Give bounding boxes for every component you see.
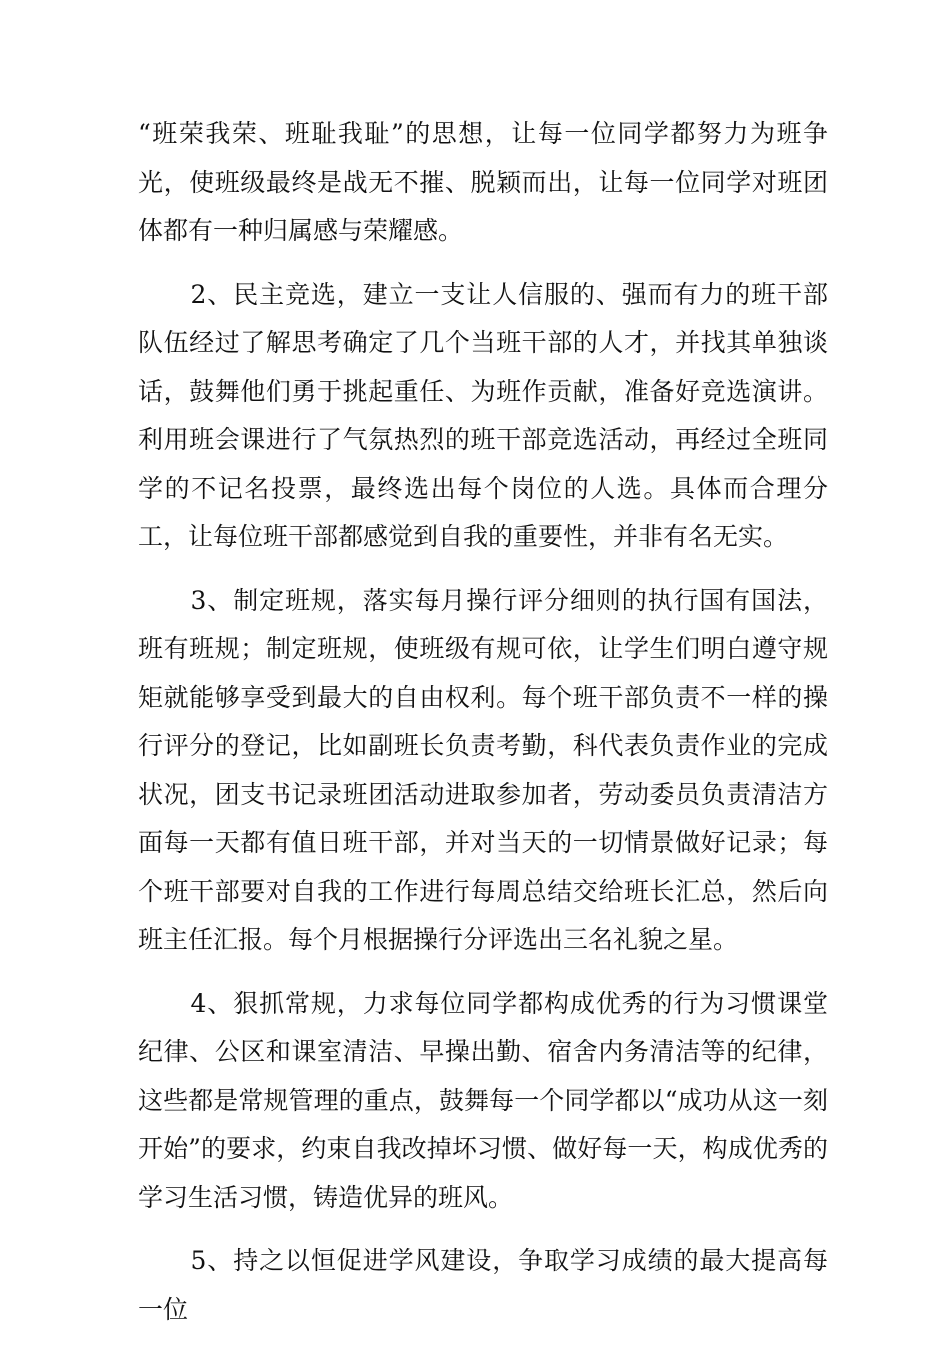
paragraph-class-rules: 3、制定班规，落实每月操行评分细则的执行国有国法，班有班规；制定班规，使班级有规可依，让学生们明白遵守规矩就能够享受到最大的自由权利。每个班干部负责不一样的操行评分的登记，比如副班长负责考勤，科代表负责作业的完成状况，团支书记录班团活动进取参加者，劳动委员负责清洁方面每一天都有值日班干部，并对当天的一切情景做好记录；每个班干部要对自我的工作进行每周总结交给班长汇总，然后向班主任汇报。每个月根据操行分评选出三名礼貌之星。 <box>138 585 828 954</box>
paragraph-routine-discipline: 4、狠抓常规，力求每位同学都构成优秀的行为习惯课堂纪律、公区和课室清洁、早操出勤、宿舍内务清洁等的纪律，这些都是常规管理的重点，鼓舞每一个同学都以“成功从这一刻开始”的要求，约束自我改掉坏习惯、做好每一天，构成优秀的学习生活习惯，铸造优异的班风。 <box>138 988 828 1212</box>
paragraph-class-honor: “班荣我荣、班耻我耻”的思想，让每一位同学都努力为班争光，使班级最终是战无不摧、脱颖而出，让每一位同学对班团体都有一种归属感与荣耀感。 <box>138 119 828 245</box>
paragraph-study-style: 5、持之以恒促进学风建设，争取学习成绩的最大提高每一位 <box>138 1246 828 1324</box>
document-page <box>138 110 828 1349</box>
paragraph-democratic-election: 2、民主竞选，建立一支让人信服的、强而有力的班干部队伍经过了解思考确定了几个当班干部的人才，并找其单独谈话，鼓舞他们勇于挑起重任、为班作贡献，准备好竞选演讲。利用班会课进行了气氛热烈的班干部竞选活动，再经过全班同学的不记名投票，最终选出每个岗位的人选。具体而合理分工，让每位班干部都感觉到自我的重要性，并非有名无实。 <box>138 279 828 551</box>
